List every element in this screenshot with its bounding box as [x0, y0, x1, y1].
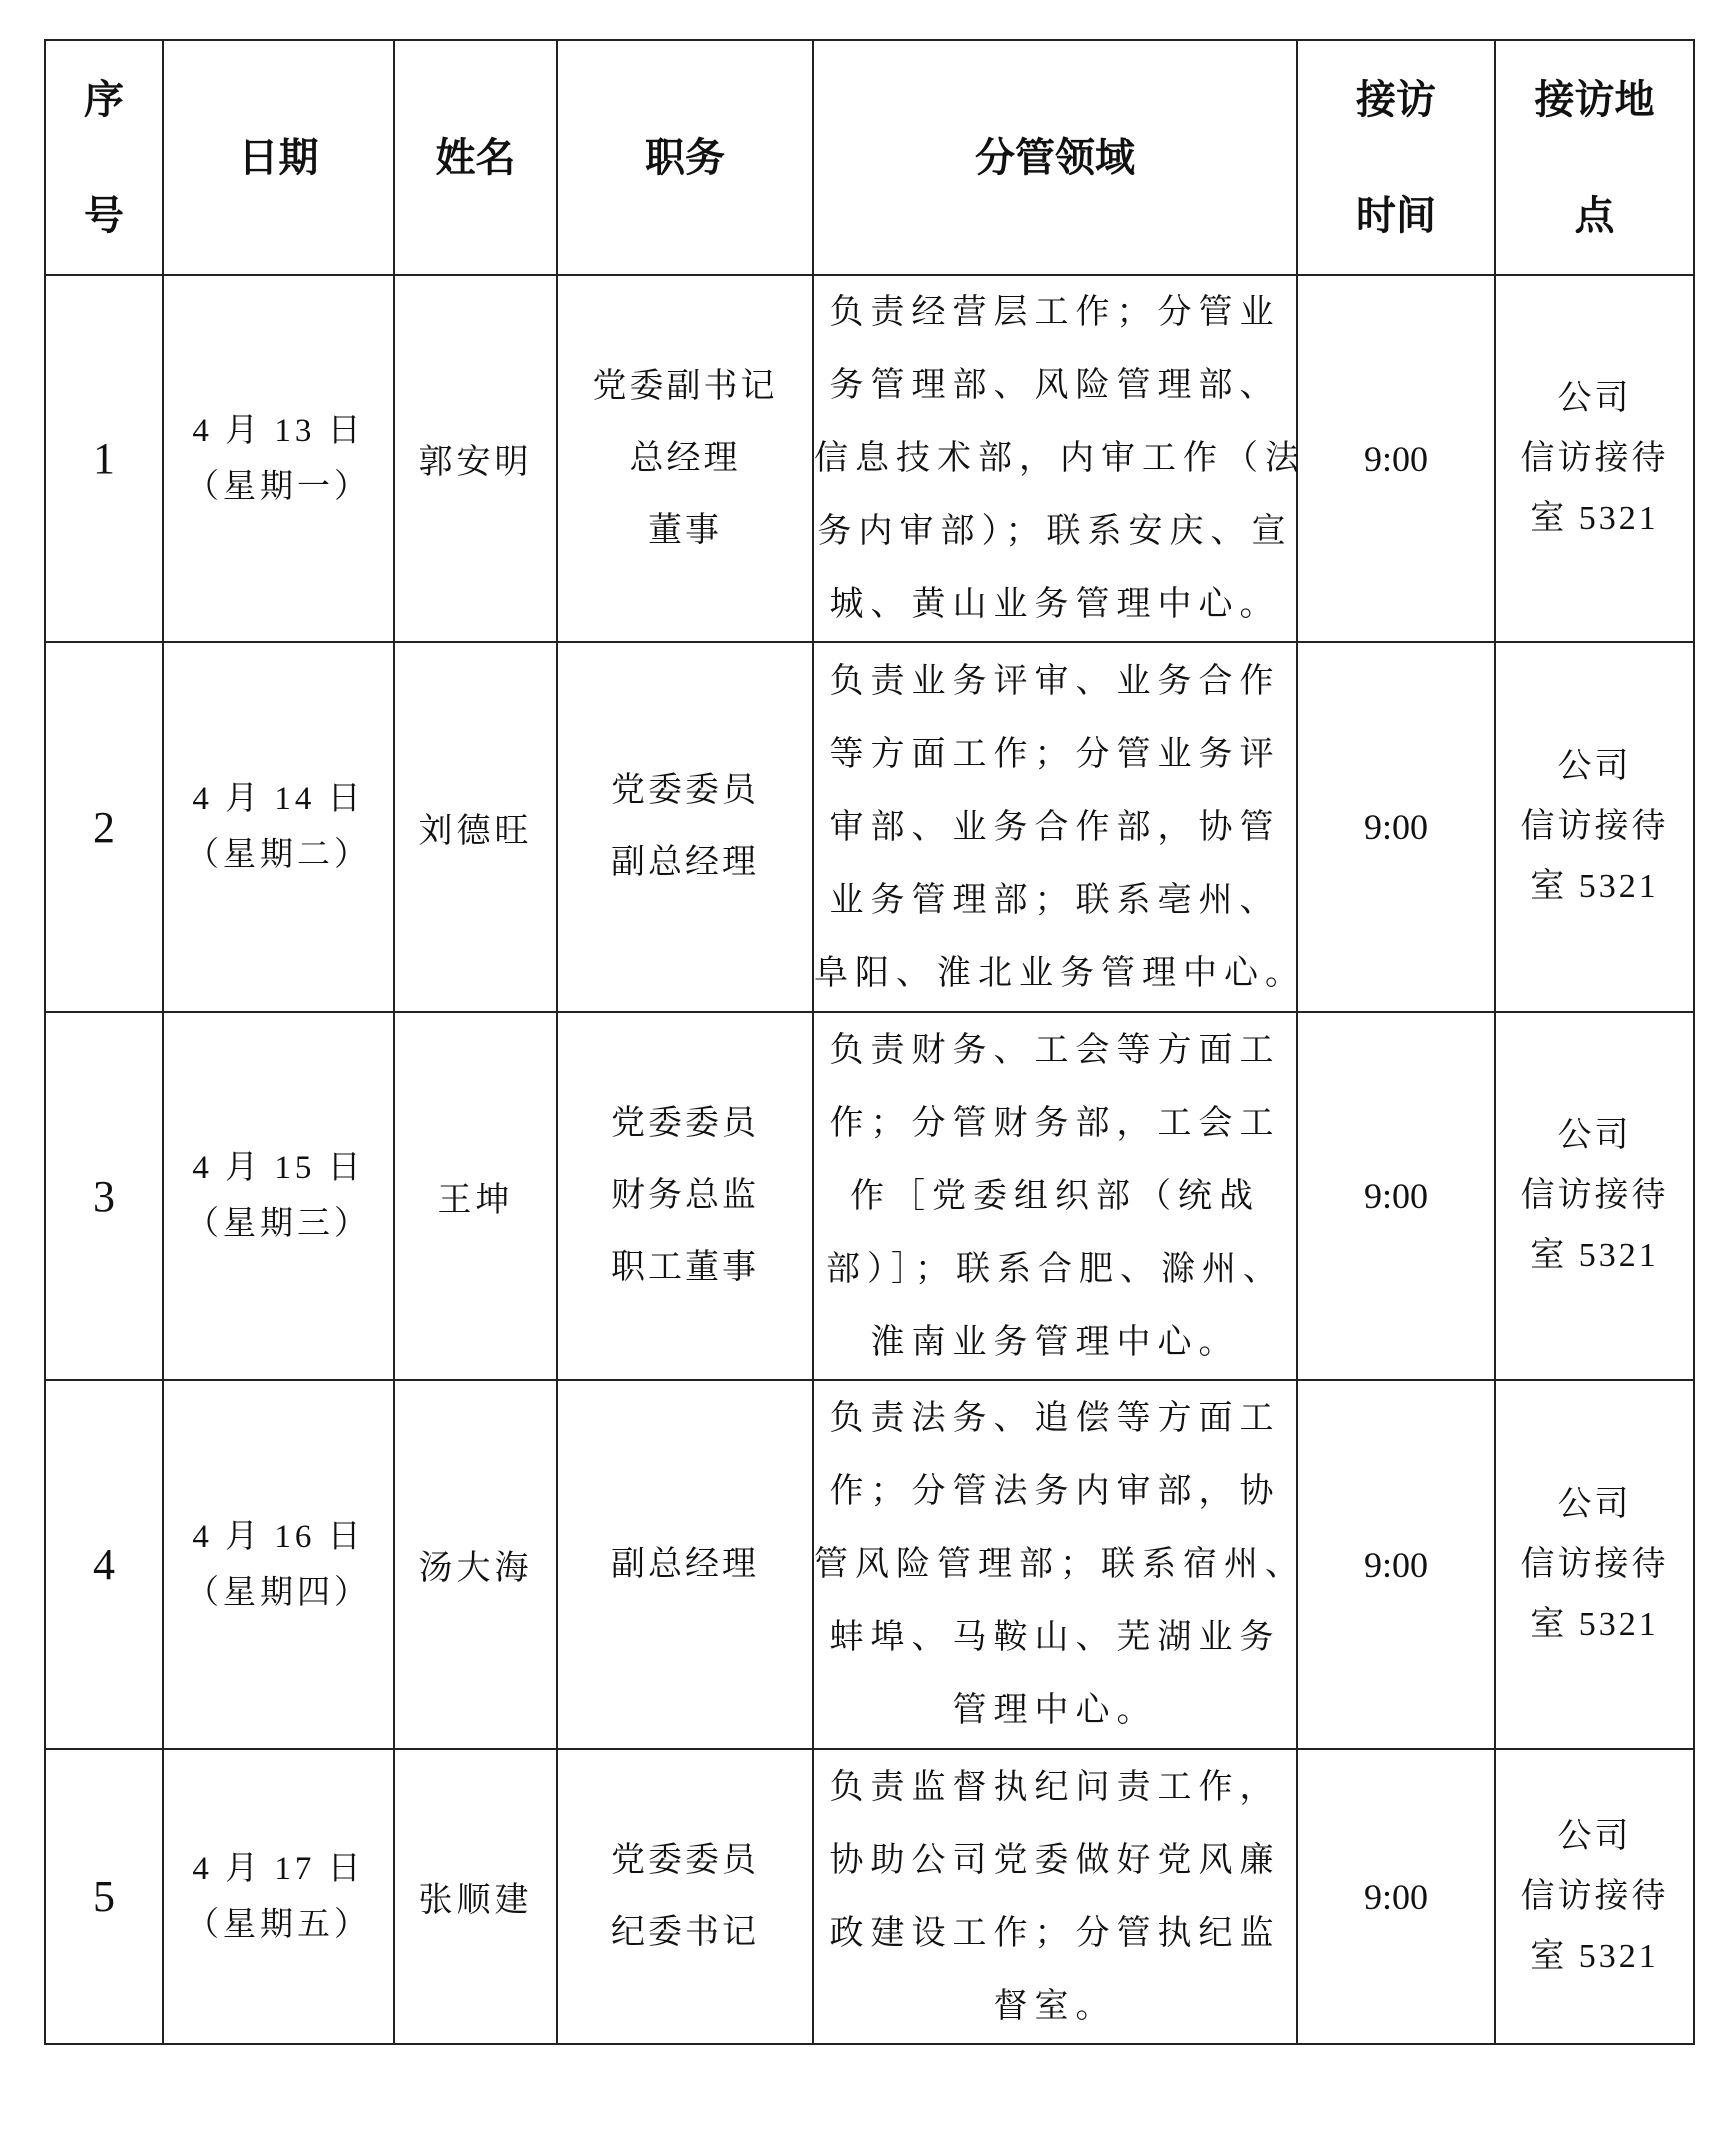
cell-location: [1495, 1749, 1694, 2044]
location-line: 公司: [1557, 1485, 1632, 1523]
cell-location: [1495, 1380, 1694, 1749]
cell-date: [163, 275, 394, 642]
cell-seq: 1: [45, 275, 163, 642]
location-line: 公司: [1557, 379, 1632, 417]
cell-domain: [813, 1380, 1306, 1749]
cell-seq: 5: [45, 1749, 163, 2044]
cell-time: 9:00: [1297, 1012, 1495, 1380]
position-line: 党委委员: [611, 772, 759, 809]
cell-date: [163, 1012, 394, 1380]
domain-line: 阜阳、淮北业务管理中心。: [814, 954, 1306, 992]
date-text: 4 月 14 日: [192, 781, 365, 817]
location-line: 信访接待: [1520, 1545, 1669, 1583]
weekday-text: （星期四）: [186, 1574, 371, 1611]
position-line: 副总经理: [611, 844, 759, 881]
cell-seq: 3: [45, 1012, 163, 1380]
cell-name: 郭安明: [394, 275, 557, 642]
table-row: [45, 642, 1694, 1012]
cell-time: 9:00: [1297, 642, 1495, 1012]
location-line: 室 5321: [1530, 1237, 1659, 1274]
table-row: [45, 1749, 1694, 2044]
domain-line: 负责财务、工会等方面工: [829, 1031, 1281, 1069]
position-line: 党委委员: [611, 1105, 759, 1142]
table-row: [45, 275, 1694, 642]
cell-domain: [813, 275, 1306, 642]
domain-line: 务内审部）；联系安庆、宣: [817, 513, 1293, 550]
cell-position: [557, 1380, 813, 1749]
table-row: [45, 1012, 1694, 1380]
domain-line: 务管理部、风险管理部、: [829, 367, 1281, 404]
domain-line: 协助公司党委做好党风廉: [829, 1841, 1281, 1879]
header-name: 姓名: [394, 40, 557, 275]
cell-time: 9:00: [1297, 1749, 1495, 2044]
domain-line: 淮南业务管理中心。: [870, 1323, 1240, 1361]
location-line: 公司: [1557, 1117, 1632, 1154]
header-date: 日期: [163, 40, 394, 275]
domain-line: 蚌埠、马鞍山、芜湖业务: [829, 1619, 1281, 1656]
cell-location: [1495, 275, 1694, 642]
domain-line: 负责监督执纪问责工作，: [829, 1768, 1281, 1806]
table-row: [45, 1380, 1694, 1749]
cell-location: [1495, 1012, 1694, 1380]
header-seq-line-2: 号: [84, 192, 124, 239]
domain-line: 部）］；联系合肥、滁州、: [826, 1250, 1284, 1288]
domain-line: 管理中心。: [952, 1692, 1158, 1729]
cell-domain: [813, 642, 1306, 1012]
header-position: 职务: [557, 40, 813, 275]
position-line: 职工董事: [611, 1249, 759, 1286]
weekday-text: （星期二）: [186, 837, 371, 873]
domain-line: 城、黄山业务管理中心。: [829, 586, 1281, 623]
weekday-text: （星期五）: [186, 1906, 371, 1943]
header-seq: [45, 40, 163, 275]
location-line: 室 5321: [1530, 1605, 1659, 1643]
cell-position: [557, 1012, 813, 1380]
domain-line: 负责业务评审、业务合作: [829, 662, 1281, 700]
location-line: 公司: [1557, 748, 1632, 785]
cell-seq: 2: [45, 642, 163, 1012]
position-line: 党委副书记: [592, 367, 778, 405]
domain-line: 负责法务、追偿等方面工: [829, 1400, 1281, 1437]
location-line: 信访接待: [1520, 808, 1669, 845]
location-line: 信访接待: [1520, 1177, 1669, 1214]
header-domain: 分管领域: [813, 40, 1297, 275]
domain-line: 信息技术部，内审工作（法: [814, 440, 1306, 477]
location-line: 信访接待: [1520, 1877, 1669, 1915]
domain-line: 作；分管财务部，工会工: [829, 1104, 1281, 1142]
date-text: 4 月 13 日: [192, 412, 365, 449]
location-line: 室 5321: [1530, 1937, 1659, 1975]
location-line: 室 5321: [1530, 499, 1659, 537]
cell-name: 王坤: [394, 1012, 557, 1380]
weekday-text: （星期一）: [186, 468, 371, 505]
header-time-line-2: 时间: [1356, 192, 1436, 239]
position-line: 纪委书记: [611, 1913, 759, 1951]
header-location-line-1: 接访地: [1534, 76, 1655, 123]
date-text: 4 月 16 日: [192, 1518, 365, 1555]
position-line: 副总经理: [611, 1545, 759, 1583]
header-time-line-1: 接访: [1356, 76, 1436, 123]
location-line: 公司: [1557, 1817, 1632, 1855]
domain-line: 审部、业务合作部，协管: [829, 808, 1281, 846]
cell-date: [163, 642, 394, 1012]
header-time: [1297, 40, 1495, 275]
cell-name: 张顺建: [394, 1749, 557, 2044]
position-line: 党委委员: [611, 1841, 759, 1879]
cell-domain: [813, 1012, 1297, 1380]
domain-line: 督室。: [993, 1987, 1117, 2025]
date-text: 4 月 17 日: [192, 1850, 365, 1887]
visit-schedule-table: [44, 39, 1695, 2045]
cell-seq: 4: [45, 1380, 163, 1749]
domain-line: 作；分管法务内审部，协: [829, 1473, 1281, 1510]
location-line: 信访接待: [1520, 439, 1669, 477]
cell-time: 9:00: [1297, 1380, 1495, 1749]
position-line: 董事: [648, 511, 722, 549]
position-line: 总经理: [629, 439, 741, 477]
header-row: [45, 40, 1694, 275]
domain-line: 作［党委组织部（统战: [850, 1177, 1260, 1215]
header-seq-line-1: 序: [84, 76, 124, 123]
domain-line: 等方面工作；分管业务评: [829, 735, 1281, 773]
weekday-text: （星期三）: [186, 1206, 371, 1242]
cell-time: 9:00: [1297, 275, 1495, 642]
position-line: 财务总监: [611, 1177, 759, 1214]
cell-position: [557, 1749, 813, 2044]
cell-name: 刘德旺: [394, 642, 557, 1012]
header-location-line-2: 点: [1574, 192, 1615, 239]
domain-line: 负责经营层工作；分管业: [829, 294, 1281, 331]
cell-name: 汤大海: [394, 1380, 557, 1749]
domain-line: 管风险管理部；联系宿州、: [814, 1546, 1306, 1583]
header-location: [1495, 40, 1694, 275]
cell-domain: [813, 1749, 1297, 2044]
domain-line: 业务管理部；联系亳州、: [829, 881, 1281, 919]
cell-position: [557, 642, 813, 1012]
location-line: 室 5321: [1530, 868, 1659, 905]
cell-date: [163, 1749, 394, 2044]
cell-location: [1495, 642, 1694, 1012]
cell-position: [557, 275, 813, 642]
domain-line: 政建设工作；分管执纪监: [829, 1914, 1281, 1952]
date-text: 4 月 15 日: [192, 1150, 365, 1186]
cell-date: [163, 1380, 394, 1749]
